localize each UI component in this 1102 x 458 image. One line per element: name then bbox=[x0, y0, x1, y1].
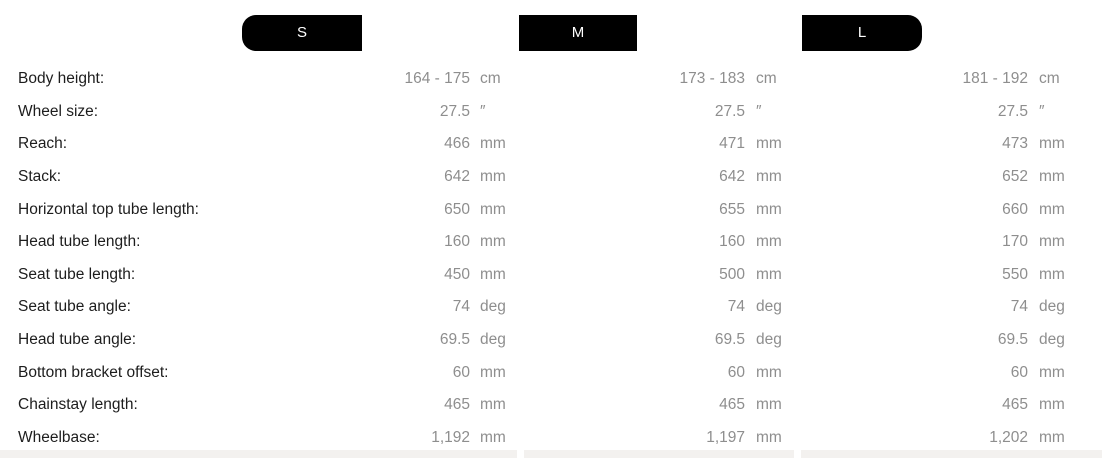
spec-rows bbox=[0, 63, 1102, 454]
value-size-m: 465 bbox=[719, 396, 745, 414]
size-button-m-label: M bbox=[571, 24, 585, 41]
row-label: Chainstay length: bbox=[18, 396, 138, 414]
unit-size-l: mm bbox=[1039, 168, 1065, 186]
unit-size-l: mm bbox=[1039, 428, 1065, 446]
unit-size-m: mm bbox=[756, 135, 782, 153]
table-row bbox=[0, 161, 1102, 194]
row-label: Seat tube length: bbox=[18, 265, 136, 283]
next-row-stripe-s bbox=[0, 450, 517, 458]
unit-size-s: mm bbox=[480, 135, 506, 153]
unit-size-s: mm bbox=[480, 396, 506, 414]
table-row bbox=[0, 96, 1102, 129]
unit-size-s: deg bbox=[480, 298, 506, 316]
unit-size-m: mm bbox=[756, 168, 782, 186]
unit-size-l: mm bbox=[1039, 135, 1065, 153]
table-row bbox=[0, 324, 1102, 357]
value-size-m: 173 - 183 bbox=[679, 70, 745, 88]
value-size-l: 652 bbox=[1002, 168, 1028, 186]
size-button-m[interactable] bbox=[519, 15, 637, 51]
value-size-l: 60 bbox=[1010, 363, 1028, 381]
unit-size-l: mm bbox=[1039, 265, 1065, 283]
unit-size-s: deg bbox=[480, 331, 506, 349]
value-size-l: 74 bbox=[1010, 298, 1028, 316]
unit-size-s: mm bbox=[480, 265, 506, 283]
row-label: Stack: bbox=[18, 168, 62, 186]
unit-size-m: mm bbox=[756, 200, 782, 218]
unit-size-l: deg bbox=[1039, 331, 1065, 349]
value-size-s: 69.5 bbox=[439, 331, 470, 349]
unit-size-s: mm bbox=[480, 363, 506, 381]
unit-size-m: cm bbox=[756, 70, 777, 88]
table-row bbox=[0, 389, 1102, 422]
unit-size-l: deg bbox=[1039, 298, 1065, 316]
value-size-m: 471 bbox=[719, 135, 745, 153]
unit-size-l: cm bbox=[1039, 70, 1060, 88]
unit-size-m: mm bbox=[756, 233, 782, 251]
value-size-m: 60 bbox=[727, 363, 745, 381]
unit-size-l: mm bbox=[1039, 396, 1065, 414]
value-size-l: 170 bbox=[1002, 233, 1028, 251]
value-size-s: 60 bbox=[452, 363, 470, 381]
unit-size-l: ″ bbox=[1039, 102, 1045, 120]
unit-size-m: mm bbox=[756, 363, 782, 381]
value-size-s: 450 bbox=[444, 265, 470, 283]
value-size-m: 69.5 bbox=[714, 331, 745, 349]
table-row bbox=[0, 259, 1102, 292]
value-size-l: 550 bbox=[1002, 265, 1028, 283]
unit-size-l: mm bbox=[1039, 233, 1065, 251]
size-button-s[interactable] bbox=[242, 15, 362, 51]
value-size-l: 27.5 bbox=[997, 102, 1028, 120]
value-size-s: 1,192 bbox=[431, 428, 470, 446]
size-button-s-label: S bbox=[296, 24, 307, 41]
row-label: Horizontal top tube length: bbox=[18, 200, 199, 218]
value-size-m: 74 bbox=[727, 298, 745, 316]
unit-size-s: mm bbox=[480, 168, 506, 186]
next-row-stripe-l bbox=[801, 450, 1102, 458]
size-button-l[interactable] bbox=[802, 15, 922, 51]
unit-size-m: deg bbox=[756, 298, 782, 316]
row-label: Seat tube angle: bbox=[18, 298, 131, 316]
unit-size-s: mm bbox=[480, 428, 506, 446]
value-size-s: 466 bbox=[444, 135, 470, 153]
table-row bbox=[0, 291, 1102, 324]
value-size-m: 160 bbox=[719, 233, 745, 251]
size-button-l-label: L bbox=[857, 24, 867, 41]
unit-size-l: mm bbox=[1039, 363, 1065, 381]
row-label: Head tube angle: bbox=[18, 331, 137, 349]
unit-size-m: mm bbox=[756, 265, 782, 283]
unit-size-l: mm bbox=[1039, 200, 1065, 218]
row-label: Wheelbase: bbox=[18, 428, 100, 446]
unit-size-s: mm bbox=[480, 233, 506, 251]
row-label: Body height: bbox=[18, 70, 105, 88]
value-size-l: 1,202 bbox=[989, 428, 1028, 446]
value-size-s: 160 bbox=[444, 233, 470, 251]
value-size-l: 660 bbox=[1002, 200, 1028, 218]
value-size-s: 465 bbox=[444, 396, 470, 414]
value-size-s: 650 bbox=[444, 200, 470, 218]
value-size-m: 500 bbox=[719, 265, 745, 283]
value-size-s: 642 bbox=[444, 168, 470, 186]
value-size-l: 181 - 192 bbox=[962, 70, 1028, 88]
unit-size-s: cm bbox=[480, 70, 501, 88]
row-label: Wheel size: bbox=[18, 102, 99, 120]
unit-size-s: ″ bbox=[480, 102, 486, 120]
table-row bbox=[0, 356, 1102, 389]
value-size-s: 164 - 175 bbox=[404, 70, 470, 88]
row-label: Reach: bbox=[18, 135, 68, 153]
value-size-m: 642 bbox=[719, 168, 745, 186]
value-size-m: 27.5 bbox=[714, 102, 745, 120]
row-label: Bottom bracket offset: bbox=[18, 363, 169, 381]
value-size-l: 69.5 bbox=[997, 331, 1028, 349]
unit-size-m: deg bbox=[756, 331, 782, 349]
value-size-m: 655 bbox=[719, 200, 745, 218]
table-row bbox=[0, 193, 1102, 226]
value-size-s: 74 bbox=[452, 298, 470, 316]
value-size-l: 473 bbox=[1002, 135, 1028, 153]
table-row bbox=[0, 128, 1102, 161]
value-size-l: 465 bbox=[1002, 396, 1028, 414]
unit-size-m: ″ bbox=[756, 102, 762, 120]
unit-size-m: mm bbox=[756, 396, 782, 414]
unit-size-m: mm bbox=[756, 428, 782, 446]
unit-size-s: mm bbox=[480, 200, 506, 218]
next-row-stripe-m bbox=[524, 450, 794, 458]
value-size-m: 1,197 bbox=[706, 428, 745, 446]
table-row bbox=[0, 226, 1102, 259]
value-size-s: 27.5 bbox=[439, 102, 470, 120]
row-label: Head tube length: bbox=[18, 233, 141, 251]
table-row bbox=[0, 63, 1102, 96]
